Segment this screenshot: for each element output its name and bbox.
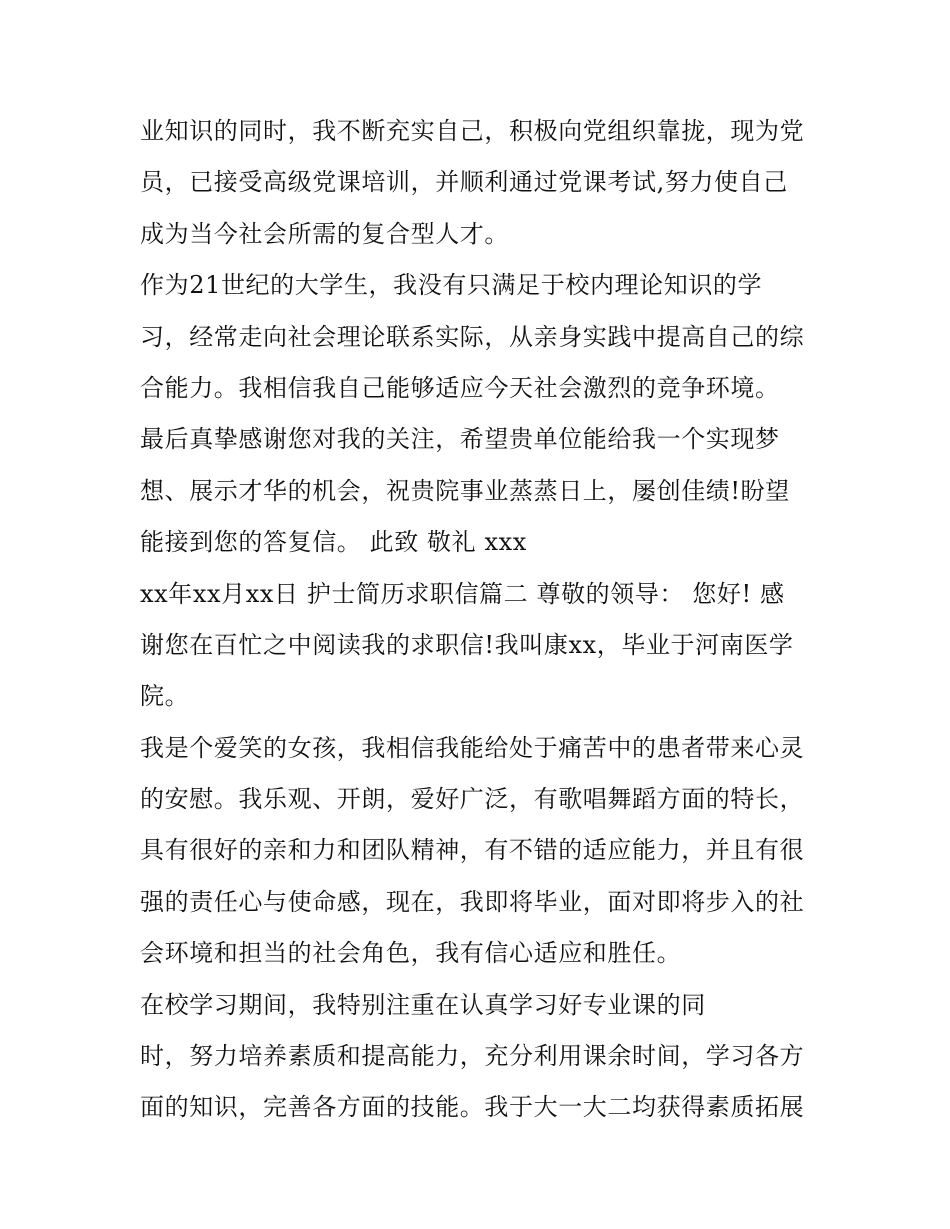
text-line: 能接到您的答复信。 此致 敬礼 xxx <box>140 528 527 557</box>
text-line: 想、展示才华的机会，祝贵院事业蒸蒸日上，屡创佳绩!盼望 <box>140 476 790 505</box>
text-line: 我是个爱笑的女孩，我相信我能给处于痛苦中的患者带来心灵 <box>140 733 805 762</box>
text-line: 强的责任心与使命感，现在，我即将毕业，面对即将步入的社 <box>140 887 805 916</box>
text-line: 员，已接受高级党课培训，并顺利通过党课考试,努力使自己 <box>140 168 788 197</box>
text-line: 谢您在百忙之中阅读我的求职信!我叫康xx，毕业于河南医学 <box>140 630 794 659</box>
text-line: 在校学习期间，我特别注重在认真学习好专业课的同 <box>140 990 706 1019</box>
text-line: 合能力。我相信我自己能够适应今天社会激烈的竞争环境。 <box>140 373 780 402</box>
text-line: 最后真挚感谢您对我的关注，希望贵单位能给我一个实现梦 <box>140 425 780 454</box>
text-line: 成为当今社会所需的复合型人才。 <box>140 219 509 248</box>
text-line: 会环境和担当的社会角色，我有信心适应和胜任。 <box>140 939 682 968</box>
text-line: 面的知识，完善各方面的技能。我于大一大二均获得素质拓展 <box>140 1093 805 1122</box>
letter-body <box>140 106 830 1134</box>
text-line: 的安慰。我乐观、开朗，爱好广泛，有歌唱舞蹈方面的特长， <box>140 785 805 814</box>
text-line: 习，经常走向社会理论联系实际，从亲身实践中提高自己的综 <box>140 322 805 351</box>
text-line: 院。 <box>140 682 190 711</box>
text-line: 作为21世纪的大学生，我没有只满足于校内理论知识的学 <box>140 271 763 300</box>
text-line: 时，努力培养素质和提高能力，充分利用课余时间，学习各方 <box>140 1042 805 1071</box>
text-line: xx年xx月xx日 护士简历求职信篇二 尊敬的领导： 您好! 感 <box>140 579 785 608</box>
text-line: 具有很好的亲和力和团队精神，有不错的适应能力，并且有很 <box>140 836 805 865</box>
text-line: 业知识的同时，我不断充实自己，积极向党组织靠拢，现为党 <box>140 117 805 145</box>
